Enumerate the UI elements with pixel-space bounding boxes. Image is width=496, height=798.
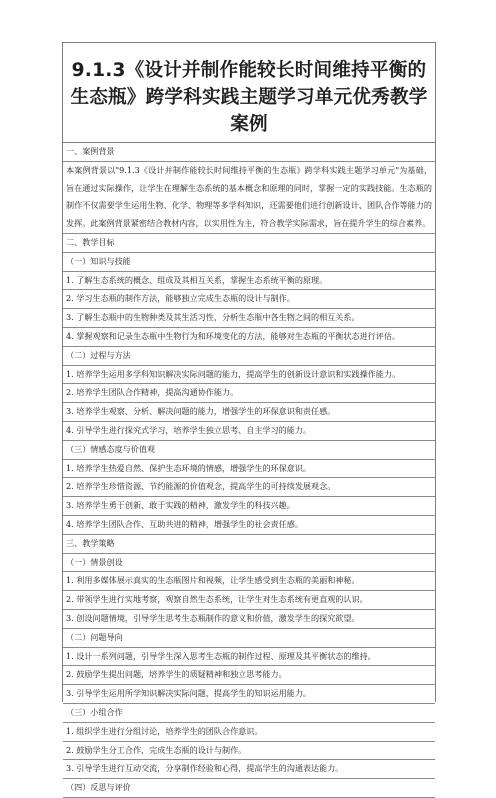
list-item: 3. 了解生态瓶中的生物种类及其生活习性，分析生态瓶中各生物之间的相互关系。: [63, 309, 435, 328]
section-heading: 三、教学策略: [63, 535, 435, 554]
list-item: 2. 带领学生进行实地考察，观察自然生态系统，让学生对生态系统有更直观的认识。: [63, 591, 435, 610]
subsection-heading: （一）情景创设: [63, 554, 435, 573]
subsection-heading: （四）反思与评价: [63, 779, 435, 798]
section-heading: 二、教学目标: [63, 234, 435, 253]
list-item: 3. 培养学生勇于创新、敢于实践的精神，激发学生的科技兴趣。: [63, 497, 435, 516]
list-item: 3. 培养学生观察、分析、解决问题的能力，增强学生的环保意识和责任感。: [63, 403, 435, 422]
list-item: 3. 创设问题情境，引导学生思考生态瓶制作的意义和价值，激发学生的探究欲望。: [63, 610, 435, 629]
list-item: 1. 组织学生进行分组讨论，培养学生的团队合作意识。: [63, 723, 435, 742]
list-item: 1. 培养学生运用多学科知识解决实际问题的能力，提高学生的创新设计意识和实践操作能力。: [63, 366, 435, 385]
paragraph: 本案例背景以"9.1.3《设计并制作能较长时间维持平衡的生态瓶》跨学科实践主题学习单元"为基础，旨在通过实际操作，让学生在理解生态系统的基本概念和原理的同时，掌握一定的实践技能。生态瓶的制作不仅需要学生运用生物、化学、物理等多学科知识，还需要他们进行创新设计、团队合作等能力的发挥。此案例背景紧密结合教材内容，以实用性为主，符合教学实际需求，旨在提升学生的综合素养。: [63, 162, 435, 234]
list-item: 1. 设计一系列问题，引导学生深入思考生态瓶的制作过程、原理及其平衡状态的维持。: [63, 648, 435, 667]
subsection-heading: （二）问题导向: [63, 629, 435, 648]
list-item: 2. 培养学生团队合作精神，提高沟通协作能力。: [63, 384, 435, 403]
list-item: 4. 培养学生团队合作、互助共进的精神，增强学生的社会责任感。: [63, 516, 435, 535]
list-item: 1. 利用多媒体展示真实的生态瓶图片和视频，让学生感受到生态瓶的美丽和神秘。: [63, 572, 435, 591]
list-item: 2. 鼓励学生分工合作，完成生态瓶的设计与制作。: [63, 742, 435, 761]
subsection-heading: （三）情感态度与价值观: [63, 441, 435, 460]
page-title: 9.1.3《设计并制作能较长时间维持平衡的生态瓶》跨学科实践主题学习单元优秀教学案例: [63, 43, 435, 143]
subsection-heading: （三）小组合作: [63, 704, 435, 723]
list-item: 1. 了解生态系统的概念、组成及其相互关系，掌握生态系统平衡的原理。: [63, 272, 435, 291]
list-item: 3. 引导学生运用所学知识解决实际问题，提高学生的知识运用能力。: [63, 685, 435, 704]
list-item: 2. 学习生态瓶的制作方法，能够独立完成生态瓶的设计与制作。: [63, 290, 435, 309]
list-item: 3. 引导学生进行互动交流，分享制作经验和心得，提高学生的沟通表达能力。: [63, 760, 435, 779]
list-item: 2. 鼓励学生提出问题，培养学生的质疑精神和独立思考能力。: [63, 666, 435, 685]
subsection-heading: （一）知识与技能: [63, 253, 435, 272]
section-heading: 一、案例背景: [63, 143, 435, 162]
document-table: [62, 42, 436, 793]
list-item: 1. 培养学生热爱自然、保护生态环境的情感，增强学生的环保意识。: [63, 460, 435, 479]
list-item: 2. 培养学生珍惜资源、节约能源的价值观念，提高学生的可持续发展观念。: [63, 478, 435, 497]
subsection-heading: （二）过程与方法: [63, 347, 435, 366]
list-item: 4. 掌握观察和记录生态瓶中生物行为和环境变化的方法，能够对生态瓶的平衡状态进行评估。: [63, 328, 435, 347]
list-item: 4. 引导学生进行探究式学习，培养学生独立思考、自主学习的能力。: [63, 422, 435, 441]
